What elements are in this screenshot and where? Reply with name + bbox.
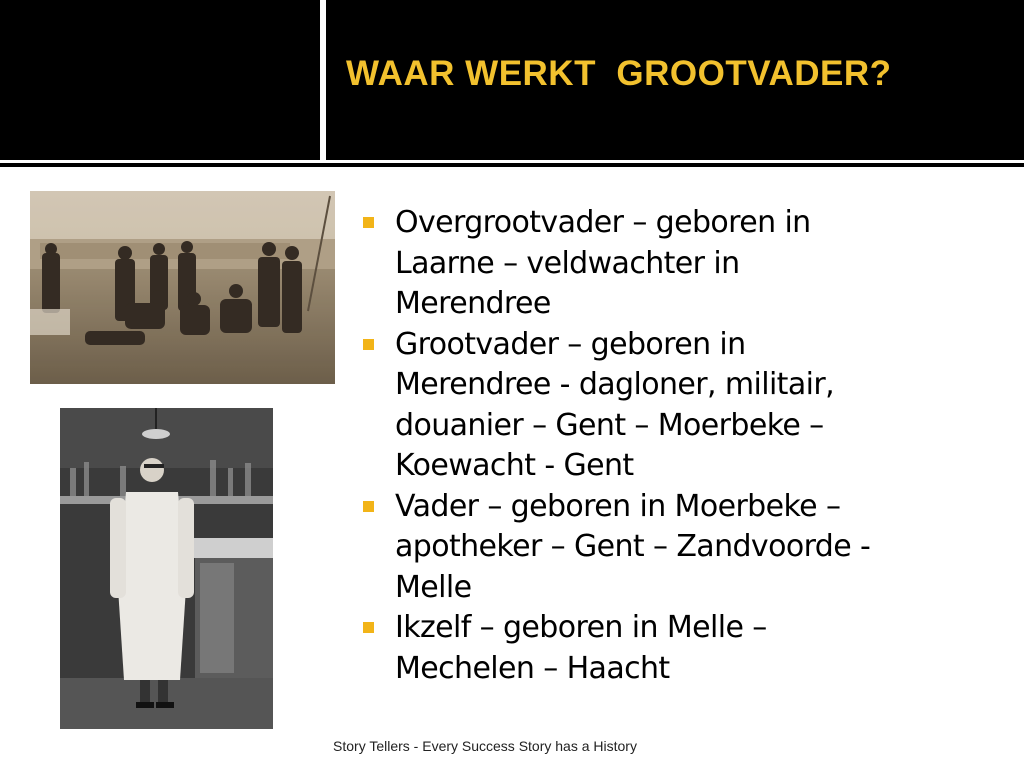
- bullet-text-line: Koewacht - Gent: [395, 448, 634, 483]
- bullet-list: [360, 203, 1000, 689]
- header-left-panel: [0, 0, 320, 160]
- slide-footer: Story Tellers - Every Success Story has a History: [333, 738, 637, 754]
- bullet-square-icon: [363, 501, 374, 512]
- bullet-item: [360, 487, 1000, 609]
- bullet-text-line: Grootvader – geboren in: [395, 326, 746, 362]
- bullet-text-line: Merendree - dagloner, militair,: [395, 367, 835, 402]
- bullet-text-line: Ikzelf – geboren in Melle –: [395, 610, 767, 645]
- photo-soldiers-image: [30, 191, 335, 384]
- bullet-item: [360, 325, 1000, 487]
- bullet-text-line: Merendree: [395, 286, 551, 321]
- header-divider: [0, 163, 1024, 167]
- bullet-item: [360, 608, 1000, 689]
- bullet-text-line: Mechelen – Haacht: [395, 650, 670, 686]
- bullet-text-line: apotheker – Gent – Zandvoorde -: [395, 529, 871, 564]
- bullet-text-line: Overgrootvader – geboren in: [395, 205, 811, 240]
- bullet-text-line: douanier – Gent – Moerbeke –: [395, 407, 824, 443]
- bullet-square-icon: [363, 339, 374, 350]
- bullet-text-line: Vader – geboren in Moerbeke –: [395, 488, 841, 524]
- bullet-text-line: Melle: [395, 569, 472, 605]
- photo-soldiers-in-field: [30, 191, 335, 384]
- bullet-square-icon: [363, 217, 374, 228]
- bullet-square-icon: [363, 622, 374, 633]
- bullet-item: [360, 203, 1000, 325]
- photo-lab-image: [60, 408, 273, 729]
- slide-title: WAAR WERKT GROOTVADER?: [346, 54, 892, 93]
- photo-man-in-lab-coat: [60, 408, 273, 729]
- bullet-text-line: Laarne – veldwachter in: [395, 245, 740, 281]
